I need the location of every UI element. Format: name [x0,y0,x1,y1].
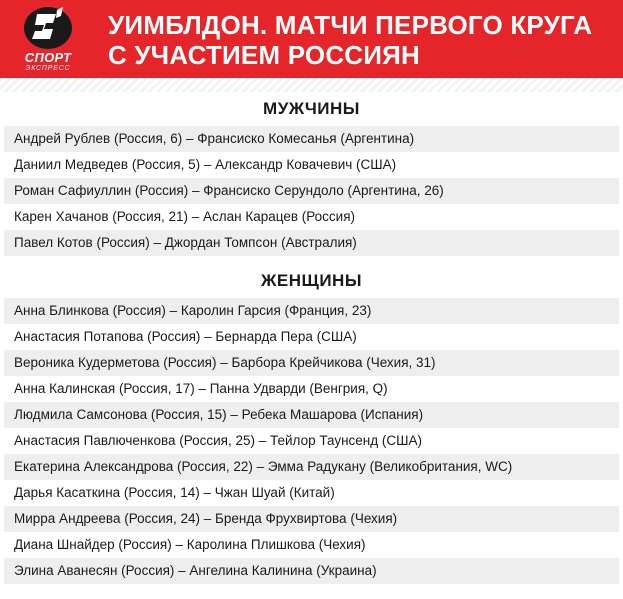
match-row: Анастасия Павлюченкова (Россия, 25) – Тейлор Таунсенд (США) [4,428,619,454]
match-row: Мирра Андреева (Россия, 24) – Бренда Фрухвиртова (Чехия) [4,506,619,532]
logo-emblem-icon [23,4,73,50]
header-banner [0,0,623,78]
match-row: Екатерина Александрова (Россия, 22) – Эмма Радукану (Великобритания, WC) [4,454,619,480]
match-row: Анна Блинкова (Россия) – Каролин Гарсия (Франция, 23) [4,298,619,324]
logo-text: СПОРТ [24,50,72,65]
sport-express-logo [4,4,92,78]
match-row: Андрей Рублев (Россия, 6) – Франсиско Комесанья (Аргентина) [4,126,619,152]
match-row: Карен Хачанов (Россия, 21) – Аслан Карацев (Россия) [4,204,619,230]
page-title [108,10,592,70]
match-row: Людмила Самсонова (Россия, 15) – Ребека Машарова (Испания) [4,402,619,428]
match-row: Павел Котов (Россия) – Джордан Томпсон (Австралия) [4,230,619,256]
men-match-list [4,126,619,256]
title-line-1: УИМБЛДОН. МАТЧИ ПЕРВОГО КРУГА [108,10,593,40]
match-row: Диана Шнайдер (Россия) – Каролина Плишкова (Чехия) [4,532,619,558]
men-section-title: МУЖЧИНЫ [263,99,360,118]
match-row: Даниил Медведев (Россия, 5) – Александр Ковачевич (США) [4,152,619,178]
match-row: Элина Аванесян (Россия) – Ангелина Калинина (Украина) [4,558,619,584]
section-gap [0,256,623,264]
match-row: Вероника Кудерметова (Россия) – Барбора Крейчикова (Чехия, 31) [4,350,619,376]
match-row: Анна Калинская (Россия, 17) – Панна Удварди (Венгрия, Q) [4,376,619,402]
logo-subtext: ЭКСПРЕСС [25,65,71,72]
match-row: Дарья Касаткина (Россия, 14) – Чжан Шуай (Китай) [4,480,619,506]
title-line-2: С УЧАСТИЕМ РОССИЯН [108,40,421,70]
match-row: Анастасия Потапова (Россия) – Бернарда Пера (США) [4,324,619,350]
decorative-stripes [0,78,623,92]
match-row: Роман Сафиуллин (Россия) – Франсиско Серундоло (Аргентина, 26) [4,178,619,204]
women-match-list [4,298,619,584]
women-section-title: ЖЕНЩИНЫ [261,271,362,290]
